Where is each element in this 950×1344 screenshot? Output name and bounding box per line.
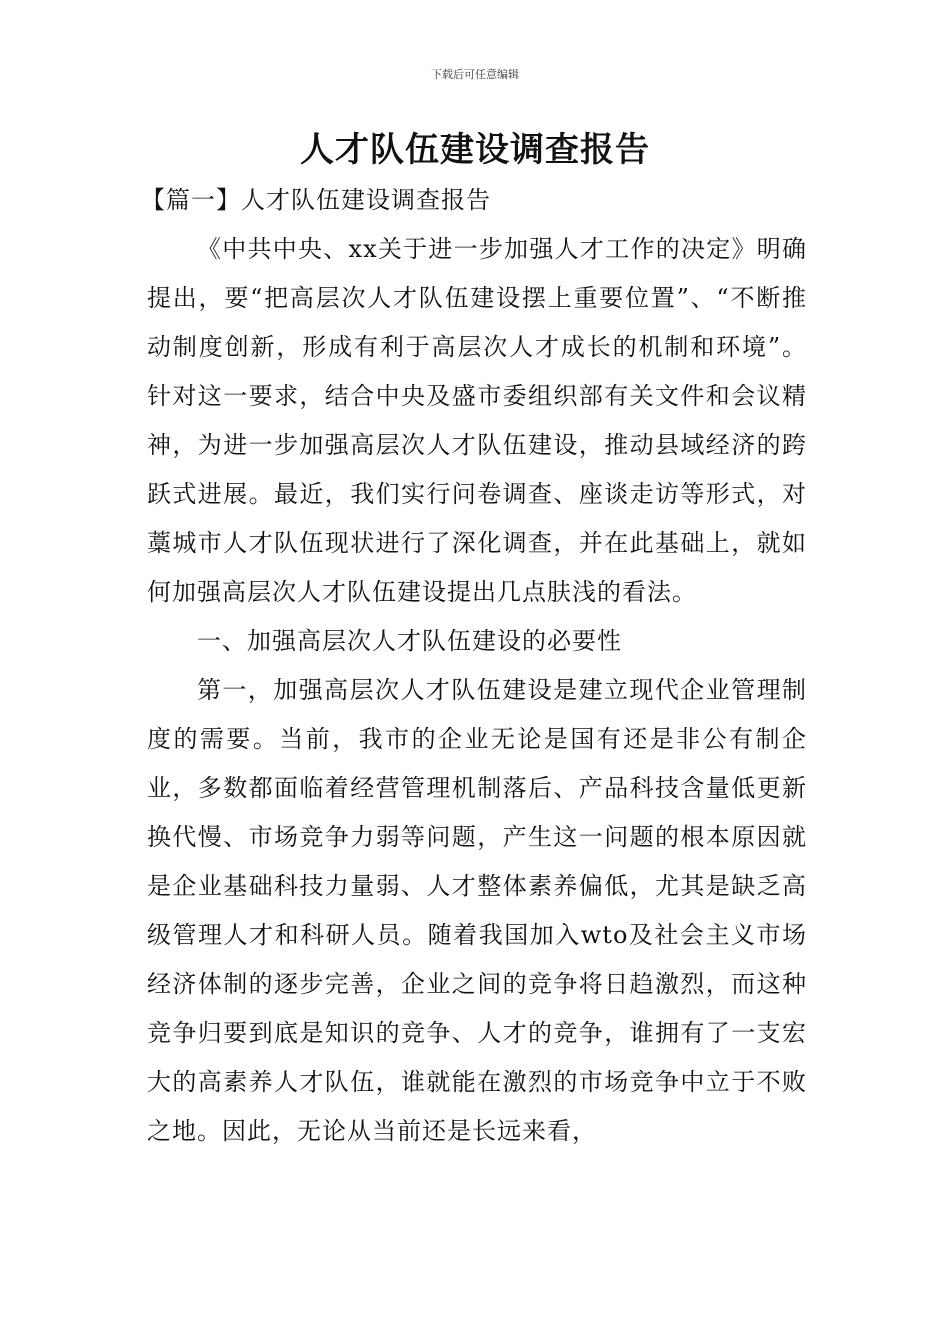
paragraph-intro: 《中共中央、xx关于进一步加强人才工作的决定》明确提出，要“把高层次人才队伍建设摆上重要位置”、“不断推动制度创新，形成有利于高层次人才成长的机制和环境”。针对这一要求，结合中央及盛市委组织部有关文件和会议精神，为进一步加强高层次人才队伍建设，推动县域经济的跨跃式进展。最近，我们实行问卷调查、座谈走访等形式，对藁城市人才队伍现状进行了深化调查，并在此基础上，就如何加强高层次人才队伍建设提出几点肤浅的看法。: [147, 235, 807, 606]
header-note: 下载后可任意编辑: [431, 68, 519, 81]
section-label: 【篇一】人才队伍建设调查报告: [141, 186, 491, 214]
section-heading: 一、加强高层次人才队伍建设的必要性: [197, 627, 622, 655]
document-body: [141, 176, 807, 1156]
document-title: 人才队伍建设调查报告: [300, 130, 650, 170]
paragraph-first-point: 第一，加强高层次人才队伍建设是建立现代企业管理制度的需要。当前，我市的企业无论是国有还是非公有制企业，多数都面临着经营管理机制落后、产品科技含量低更新换代慢、市场竞争力弱等问题，产生这一问题的根本原因就是企业基础科技力量弱、人才整体素养偏低，尤其是缺乏高级管理人才和科研人员。随着我国加入wto及社会主义市场经济体制的逐步完善，企业之间的竞争将日趋激烈，而这种竞争归要到底是知识的竞争、人才的竞争，谁拥有了一支宏大的高素养人才队伍，谁就能在激烈的市场竞争中立于不败之地。因此，无论从当前还是长远来看，: [147, 676, 807, 1145]
